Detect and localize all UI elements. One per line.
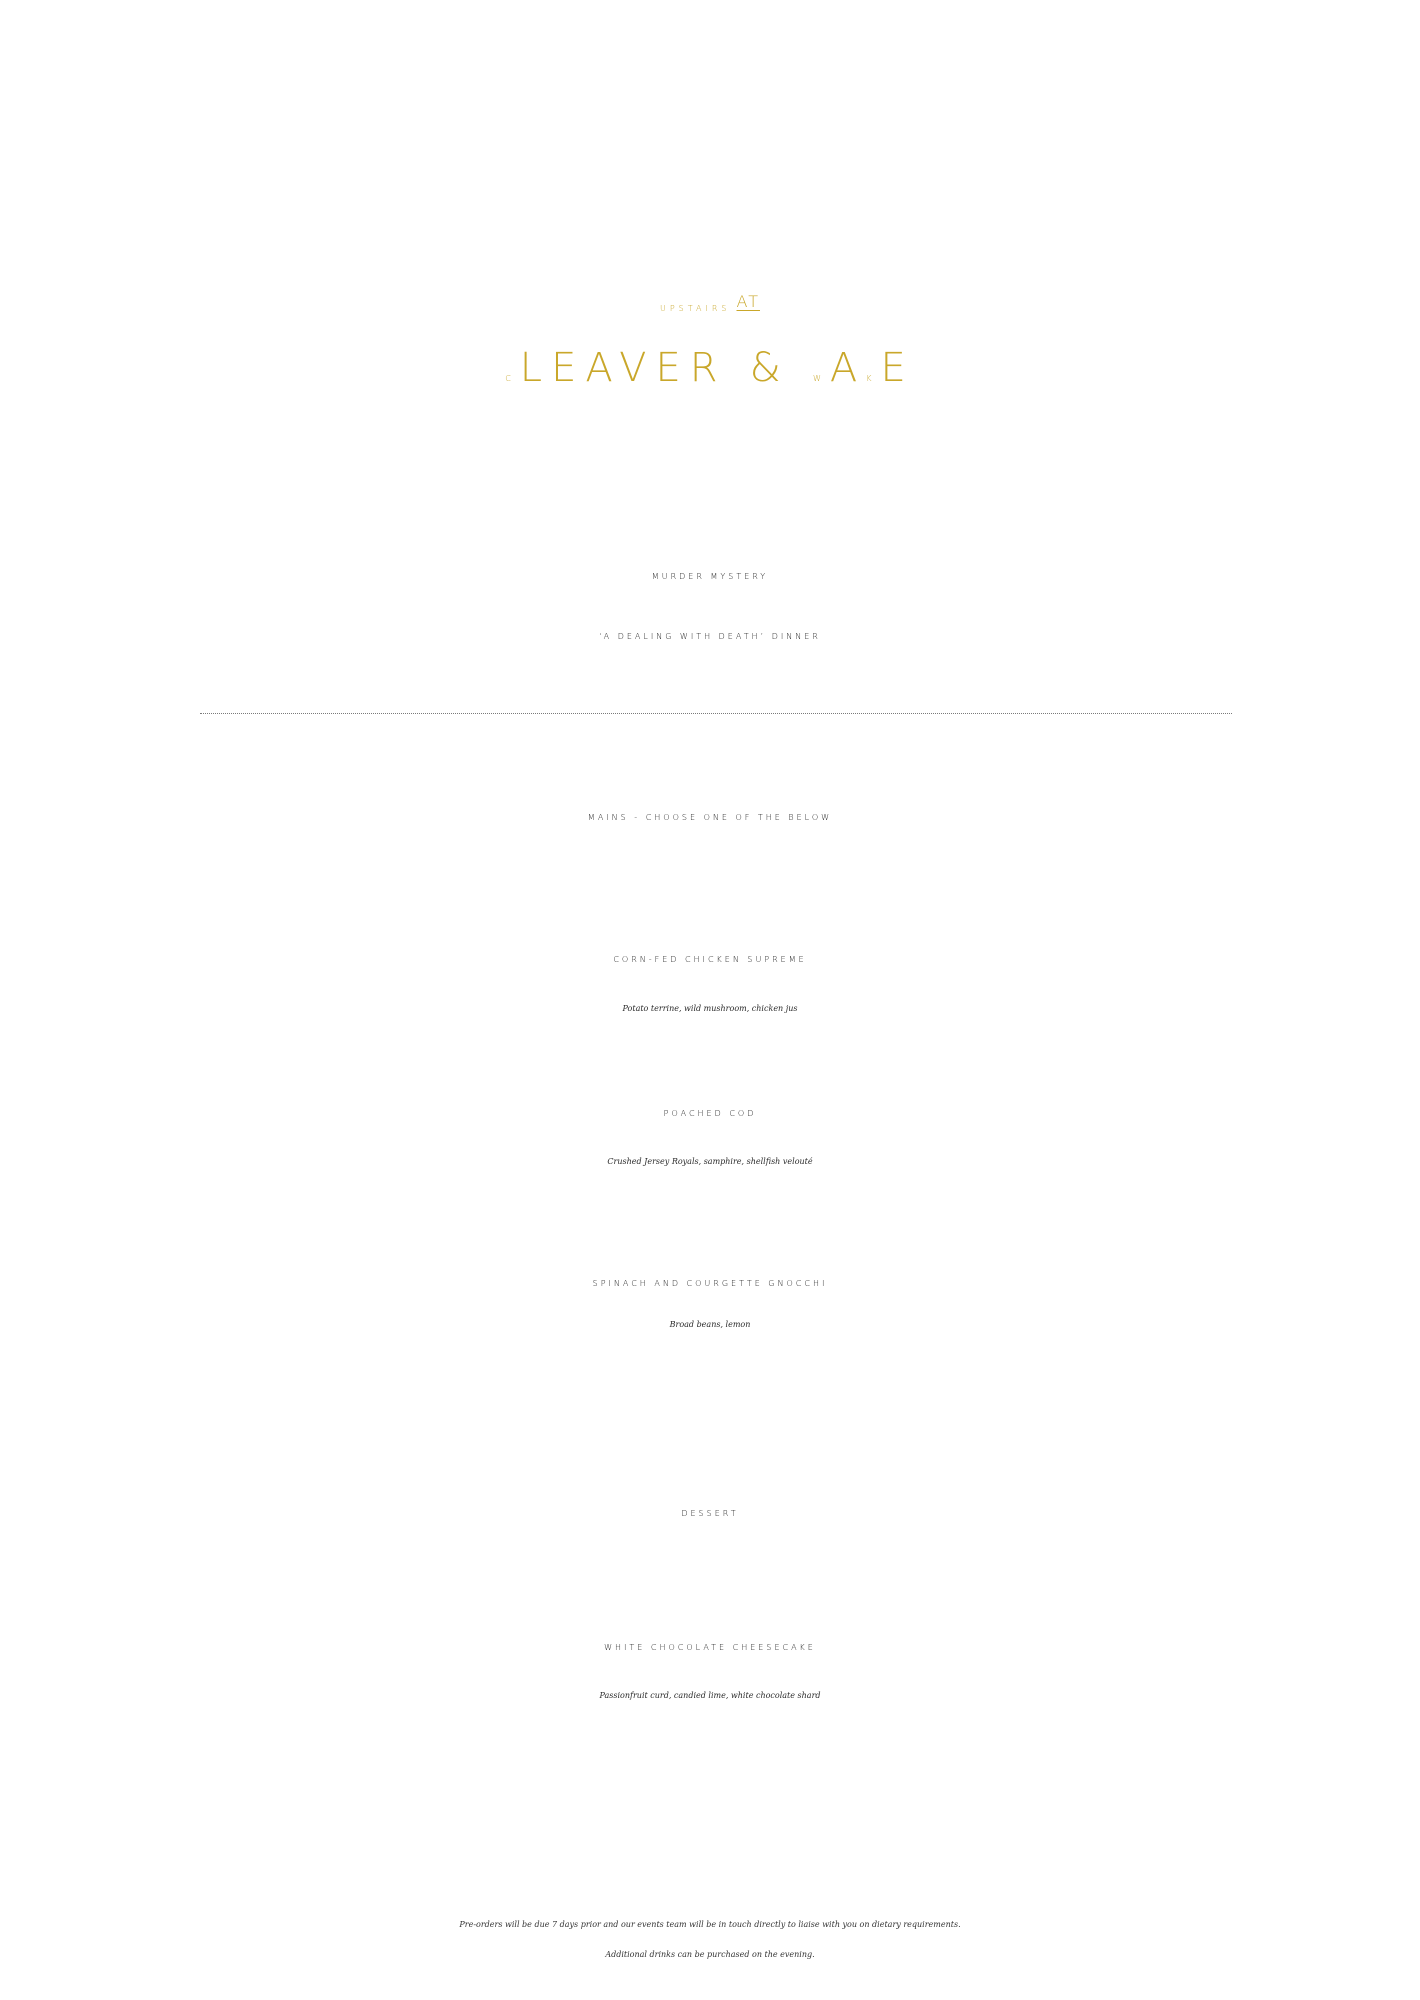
menu-item-name: WHITE CHOCOLATE CHEESECAKE xyxy=(604,1643,816,1652)
brand-e: E xyxy=(880,345,915,391)
brand-leaver: LEAVER xyxy=(519,345,727,391)
brand-k: K xyxy=(866,374,881,383)
upstairs-text: UPSTAIRS xyxy=(660,304,731,313)
brand-ampersand: & xyxy=(749,345,790,391)
menu-item-description: Passionfruit curd, candied lime, white chocolate shard xyxy=(599,1691,821,1700)
brand-a: A xyxy=(829,345,867,391)
footer-note-line-1: Pre-orders will be due 7 days prior and our events team will be in touch directly to liaise with you on dietary requirements. xyxy=(459,1920,961,1929)
menu-item-name: CORN-FED CHICKEN SUPREME xyxy=(613,955,807,964)
dessert-heading: DESSERT xyxy=(681,1509,739,1518)
venue-logo-wordmark xyxy=(0,345,1420,391)
menu-item-name: SPINACH AND COURGETTE GNOCCHI xyxy=(592,1279,828,1288)
brand-initial-w: W xyxy=(812,374,830,383)
event-title-line-1: MURDER MYSTERY xyxy=(651,572,769,581)
event-title-line-2: ‘A DEALING WITH DEATH’ DINNER xyxy=(599,632,821,641)
venue-subtitle xyxy=(0,292,1420,313)
menu-item-name: POACHED COD xyxy=(663,1109,757,1118)
brand-initial-c: C xyxy=(505,374,520,383)
dotted-divider xyxy=(200,713,1232,714)
menu-item-description: Broad beans, lemon xyxy=(669,1320,751,1329)
mains-heading: MAINS - CHOOSE ONE OF THE BELOW xyxy=(587,813,833,822)
footer-note-line-2: Additional drinks can be purchased on the evening. xyxy=(605,1950,815,1959)
at-text: AT xyxy=(736,292,760,311)
menu-item-description: Crushed Jersey Royals, samphire, shellfish velouté xyxy=(607,1157,813,1166)
menu-item-description: Potato terrine, wild mushroom, chicken jus xyxy=(622,1004,798,1013)
